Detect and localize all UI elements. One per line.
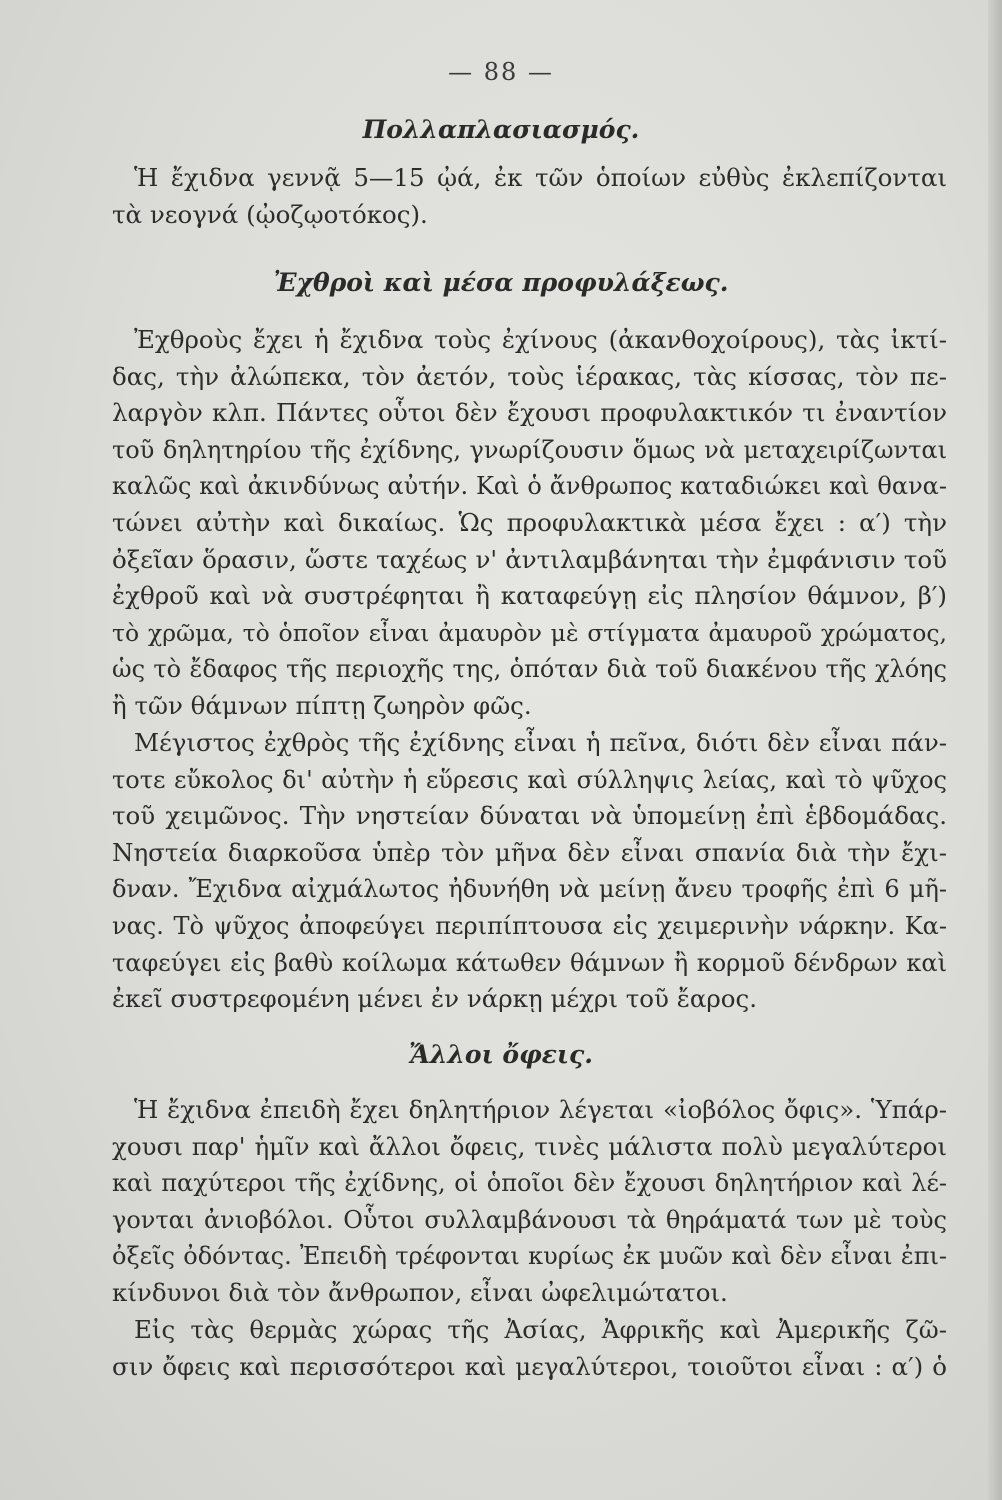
text-line: Ἐχθροὺς ἔχει ἡ ἔχιδνα τοὺς ἐχίνους (ἀκανθοχοίρους), τὰς ἰκτί- — [134, 325, 947, 354]
text-line: ἐχθροῦ καὶ νὰ συστρέφηται ἢ καταφεύγῃ εἰς πλησίον θάμνον, β′) — [112, 581, 947, 611]
text-line: δναν. Ἔχιδνα αἰχμάλωτος ἠδυνήθη νὰ μείνῃ ἄνευ τροφῆς ἐπὶ 6 μῆ- — [112, 875, 947, 904]
text-line: καλῶς καὶ ἀκινδύνως αὐτήν. Καὶ ὁ ἄνθρωπος καταδιώκει καὶ θανα- — [112, 472, 947, 501]
text-line: τὰ νεογνά (ᾠοζῳοτόκος). — [112, 199, 428, 229]
text-line: χουσι παρ' ἡμῖν καὶ ἄλλοι ὄφεις, τινὲς μάλιστα πολὺ μεγαλύτεροι — [112, 1131, 947, 1161]
page-number: — 88 — — [448, 58, 554, 86]
paragraph — [112, 322, 947, 725]
text-line: καὶ παχύτεροι τῆς ἐχίδνης, οἱ ὁποῖοι δὲν ἔχουσι δηλητήριον καὶ λέ- — [112, 1169, 947, 1198]
paragraph — [112, 1092, 947, 1312]
text-line: τώνει αὐτὴν καὶ δικαίως. Ὡς προφυλακτικὰ μέσα ἔχει : α′) τὴν — [112, 507, 947, 537]
text-line: τὸ χρῶμα, τὸ ὁποῖον εἶναι ἀμαυρὸν μὲ στίγματα ἀμαυροῦ χρώματος, — [112, 618, 947, 647]
text-line: νας. Τὸ ψῦχος ἀποφεύγει περιπίπτουσα εἰς χειμερινὴν νάρκην. Κα- — [112, 911, 947, 940]
text-line: Μέγιστος ἐχθρὸς τῆς ἐχίδνης εἶναι ἡ πεῖνα, διότι δὲν εἶναι πάν- — [134, 728, 947, 757]
text-line: τοῦ δηλητηρίου τῆς ἐχίδνης, γνωρίζουσιν ὅμως νὰ μεταχειρίζωνται — [112, 435, 947, 464]
text-line: Ἡ ἔχιδνα ἐπειδὴ ἔχει δηλητήριον λέγεται «ἰοβόλος ὄφις». Ὑπάρ- — [134, 1095, 947, 1124]
text-line: δας, τὴν ἀλώπεκα, τὸν ἀετόν, τοὺς ἱέρακας, τὰς κίσσας, τὸν πε- — [112, 361, 947, 391]
text-line: Νηστεία διαρκοῦσα ὑπὲρ τὸν μῆνα δὲν εἶναι σπανία διὰ τὴν ἔχι- — [112, 837, 947, 867]
text-line: ὀξεῖς ὀδόντας. Ἐπειδὴ τρέφονται κυρίως ἐκ μυῶν καὶ δὲν εἶναι ἐπι- — [112, 1242, 947, 1271]
section-heading-other-snakes: Ἄλλοι ὄφεις. — [409, 1040, 593, 1069]
text-line: ἐκεῖ συστρεφομένη μένει ἐν νάρκῃ μέχρι τοῦ ἔαρος. — [112, 984, 758, 1014]
paragraph — [112, 1312, 947, 1385]
section-heading-multiplication: Πολλαπλασιασμός. — [362, 115, 640, 144]
text-line: ταφεύγει εἰς βαθὺ κοίλωμα κάτωθεν θάμνων ἢ κορμοῦ δένδρων καὶ — [112, 948, 947, 977]
text-line: κίνδυνοι διὰ τὸν ἄνθρωπον, εἶναι ὠφελιμώτατοι. — [112, 1277, 728, 1307]
text-line: ἢ τῶν θάμνων πίπτῃ ζωηρὸν φῶς. — [112, 690, 532, 720]
text-line: σιν ὄφεις καὶ περισσότεροι καὶ μεγαλύτεροι, τοιοῦτοι εἶναι : α′) ὁ — [112, 1351, 947, 1381]
paragraph — [112, 160, 947, 233]
text-line: Εἰς τὰς θερμὰς χώρας τῆς Ἀσίας, Ἀφρικῆς καὶ Ἀμερικῆς ζῶ- — [134, 1315, 947, 1344]
paragraph — [112, 725, 947, 1018]
text-line: τοῦ χειμῶνος. Τὴν νηστείαν δύναται νὰ ὑπομείνῃ ἐπὶ ἑβδομάδας. — [112, 801, 947, 831]
page-edge-shadow — [988, 0, 1002, 1500]
text-line: ὀξεῖαν ὅρασιν, ὥστε ταχέως ν' ἀντιλαμβάνηται τὴν ἐμφάνισιν τοῦ — [112, 544, 947, 574]
text-line: Ἡ ἔχιδνα γεννᾷ 5—15 ᾠά, ἐκ τῶν ὁποίων εὐθὺς ἐκλεπίζονται — [134, 163, 947, 192]
text-line: γονται ἀνιοβόλοι. Οὗτοι συλλαμβάνουσι τὰ θηράματά των μὲ τοὺς — [112, 1205, 947, 1234]
text-line: ὡς τὸ ἔδαφος τῆς περιοχῆς της, ὁπόταν διὰ τοῦ διακένου τῆς χλόης — [112, 655, 947, 684]
text-line: τοτε εὔκολος δι' αὐτὴν ἡ εὕρεσις καὶ σύλληψις λείας, καὶ τὸ ψῦχος — [112, 765, 947, 794]
text-line: λαργὸν κλπ. Πάντες οὗτοι δὲν ἔχουσι προφυλακτικόν τι ἐναντίον — [112, 398, 947, 428]
section-heading-enemies: Ἐχθροὶ καὶ μέσα προφυλάξεως. — [273, 268, 729, 297]
